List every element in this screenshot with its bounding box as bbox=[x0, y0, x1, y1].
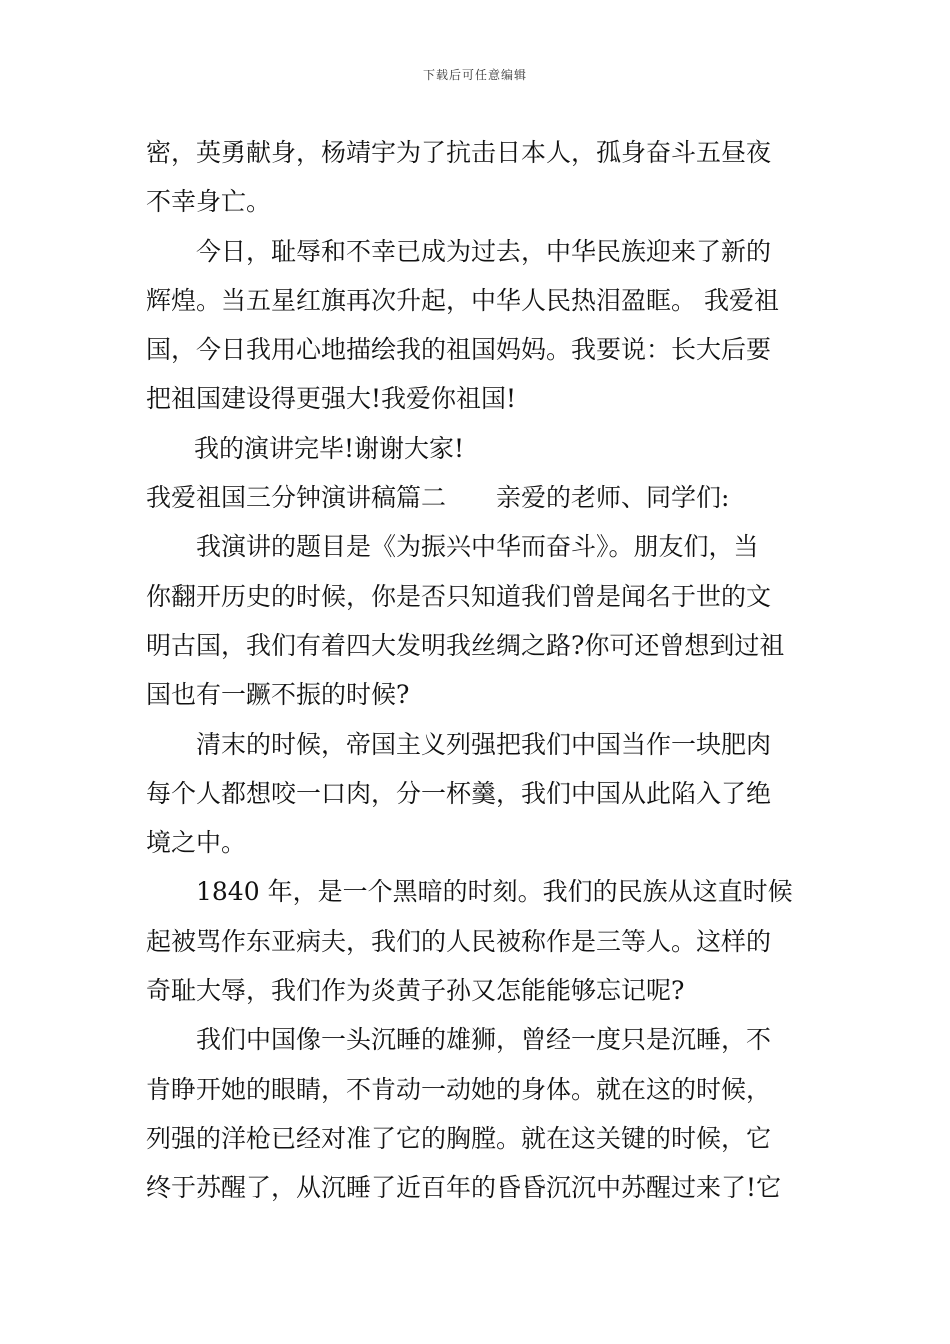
text-line: 你翻开历史的时候，你是否只知道我们曾是闻名于世的文 bbox=[146, 581, 772, 611]
section-heading: 我爱祖国三分钟演讲稿篇二 bbox=[146, 483, 447, 513]
text-line: 不幸身亡。 bbox=[146, 187, 272, 217]
text-line: 明古国，我们有着四大发明我丝绸之路?你可还曾想到过祖 bbox=[146, 630, 785, 660]
text-line: 起被骂作东亚病夫，我们的人民被称作是三等人。这样的 bbox=[146, 926, 772, 956]
paragraph-start: 我演讲的题目是《为振兴中华而奋斗》。朋友们，当 bbox=[196, 532, 759, 562]
paragraph-start: 我的演讲完毕!谢谢大家! bbox=[194, 433, 465, 463]
salutation: 亲爱的老师、同学们: bbox=[496, 483, 730, 513]
body-text bbox=[146, 128, 810, 1213]
text-line: 国也有一蹶不振的时候? bbox=[146, 680, 410, 710]
paragraph-start: 清末的时候，帝国主义列强把我们中国当作一块肥肉 bbox=[196, 729, 772, 759]
text-line: 列强的洋枪已经对准了它的胸膛。就在这关键的时候，它 bbox=[146, 1123, 772, 1153]
text-line: 肯睁开她的眼睛，不肯动一动她的身体。就在这的时候， bbox=[146, 1074, 772, 1104]
text-line: 每个人都想咬一口肉，分一杯羹，我们中国从此陷入了绝 bbox=[146, 778, 772, 808]
paragraph-start: 今日，耻辱和不幸已成为过去，中华民族迎来了新的 bbox=[196, 236, 772, 266]
text-line: 终于苏醒了，从沉睡了近百年的昏昏沉沉中苏醒过来了!它 bbox=[146, 1173, 782, 1203]
text-line: 国，今日我用心地描绘我的祖国妈妈。我要说：长大后要 bbox=[146, 335, 772, 365]
text-line: 境之中。 bbox=[146, 828, 247, 858]
text-line: 奇耻大辱，我们作为炎黄子孙又怎能能够忘记呢? bbox=[146, 976, 685, 1006]
header-note: 下载后可任意编辑 bbox=[422, 68, 527, 82]
text-line: 密，英勇献身，杨靖宇为了抗击日本人，孤身奋斗五昼夜 bbox=[146, 138, 772, 167]
paragraph-start: 我们中国像一头沉睡的雄狮，曾经一度只是沉睡，不 bbox=[196, 1025, 772, 1055]
text-line: 把祖国建设得更强大!我爱你祖国! bbox=[146, 384, 517, 414]
paragraph-start: 1840 年，是一个黑暗的时刻。我们的民族从这直时候 bbox=[196, 877, 793, 907]
section-heading-line bbox=[146, 473, 810, 522]
text-line: 辉煌。当五星红旗再次升起，中华人民热泪盈眶。 我爱祖 bbox=[146, 285, 779, 315]
